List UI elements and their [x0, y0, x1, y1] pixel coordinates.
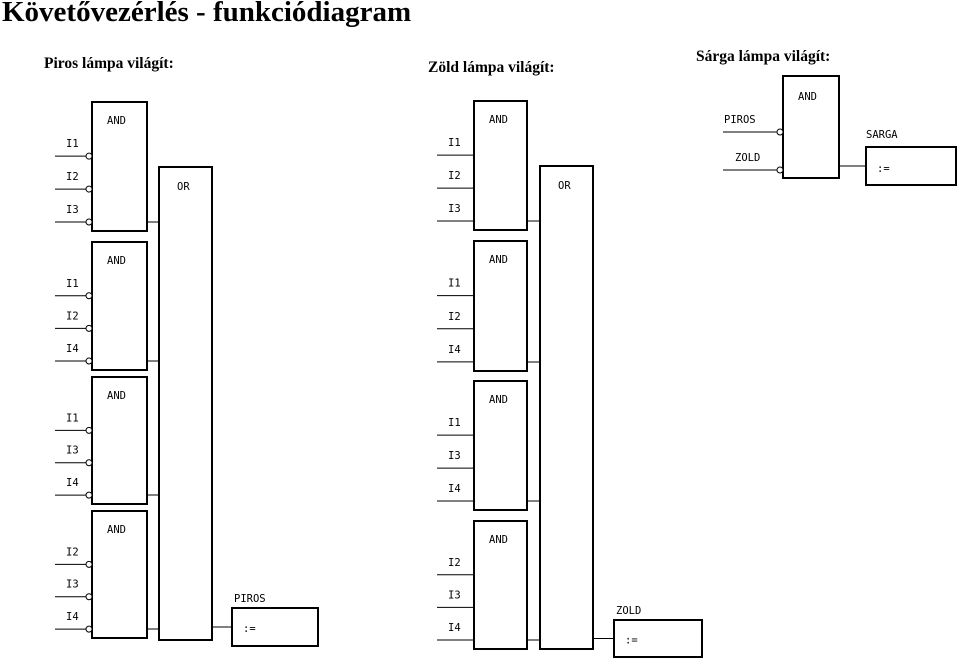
or-gate-label: OR: [558, 180, 571, 192]
negation-circle: [86, 561, 92, 567]
negation-circle: [86, 460, 92, 466]
input-label: I3: [448, 202, 461, 215]
output-name: PIROS: [234, 593, 266, 605]
negation-circle: [86, 219, 92, 225]
input-label: ZOLD: [735, 152, 761, 164]
or-gate: [540, 166, 593, 649]
input-label: I2: [448, 170, 461, 183]
input-label: I2: [448, 310, 461, 323]
input-label: I4: [66, 611, 79, 624]
negation-circle: [86, 427, 92, 433]
input-label: I2: [66, 546, 79, 559]
section-heading: Piros lámpa világít:: [44, 55, 174, 72]
and-gate-label: AND: [107, 115, 126, 127]
input-label: I2: [448, 556, 461, 569]
and-gate-label: AND: [798, 91, 817, 103]
or-gate: [159, 167, 212, 640]
input-label: PIROS: [724, 114, 756, 126]
input-label: I3: [448, 589, 461, 602]
section-heading: Sárga lámpa világít:: [696, 48, 831, 65]
input-label: I1: [448, 277, 461, 290]
output-op: :=: [877, 163, 890, 175]
negation-circle: [777, 167, 783, 173]
input-label: I1: [66, 277, 79, 290]
section-heading: Zöld lámpa világít:: [428, 59, 555, 76]
output-name: ZOLD: [616, 605, 642, 617]
and-gate-label: AND: [489, 534, 508, 546]
input-label: I4: [448, 482, 461, 495]
input-label: I1: [448, 137, 461, 150]
input-label: I3: [66, 203, 79, 216]
and-gate-label: AND: [489, 394, 508, 406]
negation-circle: [86, 626, 92, 632]
page-title: Követővezérlés - funkciódiagram: [2, 0, 412, 28]
negation-circle: [777, 129, 783, 135]
input-label: I1: [66, 138, 79, 151]
and-gate-label: AND: [489, 254, 508, 266]
input-label: I4: [66, 343, 79, 356]
or-gate-label: OR: [177, 181, 190, 193]
input-label: I4: [66, 477, 79, 490]
input-label: I1: [66, 412, 79, 425]
negation-circle: [86, 492, 92, 498]
input-label: I2: [66, 310, 79, 323]
and-gate-label: AND: [107, 390, 126, 402]
output-op: :=: [625, 634, 638, 647]
input-label: I3: [66, 578, 79, 591]
input-label: I2: [66, 171, 79, 184]
negation-circle: [86, 153, 92, 159]
input-label: I4: [448, 343, 461, 356]
input-label: I4: [448, 622, 461, 635]
output-op: :=: [243, 623, 256, 635]
negation-circle: [86, 293, 92, 299]
and-gate-label: AND: [107, 255, 126, 267]
negation-circle: [86, 358, 92, 364]
input-label: I3: [448, 450, 461, 463]
output-name: SARGA: [866, 129, 898, 141]
and-gate-label: AND: [107, 524, 126, 536]
negation-circle: [86, 186, 92, 192]
negation-circle: [86, 325, 92, 331]
input-label: I1: [448, 417, 461, 430]
and-gate-label: AND: [489, 114, 508, 126]
input-label: I3: [66, 444, 79, 457]
negation-circle: [86, 594, 92, 600]
